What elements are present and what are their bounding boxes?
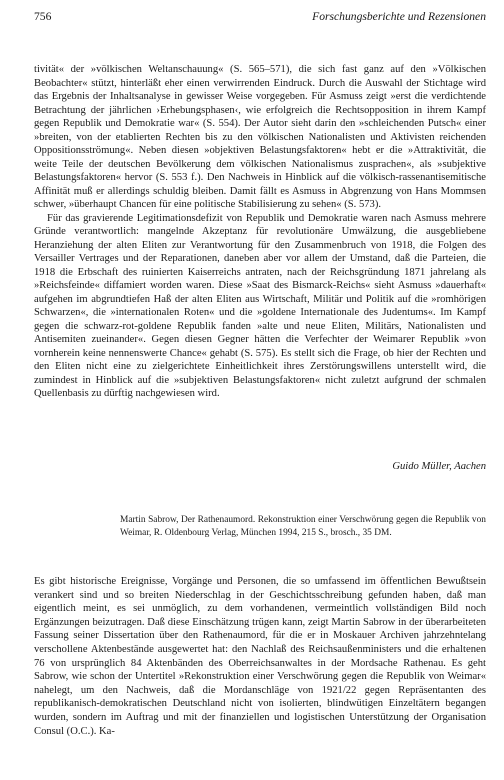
running-head: Forschungsberichte und Rezensionen [312,10,486,23]
page-header [34,10,486,26]
book-citation: Martin Sabrow, Der Rathenaumord. Rekonstruktion einer Verschwörung gegen die Republik von Weimar, R. Oldenbourg Verlag, München 1994, 215 S., brosch., 35 DM. [120,515,486,538]
review-body-2 [34,575,486,738]
body-paragraph: Für das gravierende Legitimationsdefizit von Republik und Demokratie waren nach Asmuss mehrere Gründe verantwortlich: mangelnde Akzeptanz für revolutionäre Umwälzung, die ausgebliebene Heranziehung der alten Eliten zur Verantwortung für den Zusammenbruch von 1918, die Folgen des Versailler Vertrages und der Reparationen, daneben aber vor allem der Umstand, daß die Parteien, die 1918 die Erbschaft des ruinierten Kaiserreichs antraten, nach der Reichsgründung 1871 jahrelang als »Reichsfeinde« diffamiert worden waren. Diese »Saat des Bismarck-Reichs« sieht Asmuss »dauerhaft« aufgehen im abgrundtiefen Haß der alten Eliten aus Wirtschaft, Militär und Politik auf die »romhörigen Schwarzen«, die »internationalen Roten« und die »goldene Internationale des Judentums«. Im Kampf gegen die schwarz-rot-goldene Republik fanden »alte und neue Eliten, Militärs, Nationalisten und Antisemiten zueinander«. Gegen diesen Gegner hätten die Verfechter der Weimarer Republik »von vornherein keine nennenswerte Chance« gehabt (S. 575). Es stellt sich die Frage, ob hier der Rechten und den Eliten nicht eine zu zielgerichtete Einheitlichkeit ihres Zerstörungswillens unterstellt wird, die zumindest in Hinblick auf die »subjektiven Belastungsfaktoren« nicht zuletzt aufgrund der schmalen Quellenbasis zu dürftig nachgewiesen wird. [34,212,486,399]
reviewer-signature: Guido Müller, Aachen [392,461,486,472]
body-paragraph: Es gibt historische Ereignisse, Vorgänge und Personen, die so umfassend im öffentlichen Bewußtsein verankert sind und so breiten Niederschlag in der Geschichtsschreibung gefunden haben, daß man eigentlich meint, es sei unmöglich, zu dem vorhandenen, vermeintlich vollständigen Bild noch Ergänzungen beizutragen. Daß diese Einschätzung trügen kann, zeigt Martin Sabrow in der überarbeiteten Fassung seiner Dissertation über den Rathenaumord, für die er in Moskauer Archiven jahrzehntelang verschollene Aktenbestände ausgewertet hat: den Nachlaß des Reichsaußenministers und die erhaltenen 76 von ursprünglich 84 Aktenbänden des Oberreichsanwaltes in der Mordsache Rathenau. Es geht Sabrow, wie schon der Untertitel »Rekonstruktion einer Verschwörung gegen die Republik von Weimar« nahelegt, um den Nachweis, daß die Mordanschläge von 1921/22 gegen Repräsentanten des republikanisch-demokratischen Deutschland nicht von isolierten, blindwütigen Einzeltätern begangen wurden, sondern im Auftrag und mit der finanziellen und logistischen Unterstützung der Organisation Consul (O.C.). Ka- [34,576,486,737]
page-number: 756 [34,10,52,23]
review-body-1 [34,63,486,401]
body-paragraph: tivität« der »völkischen Weltanschauung« (S. 565–571), die sich fast ganz auf den »Völkischen Beobachter« stützt, hinterläßt eher einen verwirrenden Eindruck. Durch die Auswahl der Stichtage wird das Ergebnis der Inhaltsanalyse in gewisser Weise vorgegeben. Für Asmuss zeigt »erst die verdichtende Betrachtung der jährlichen ›Erhebungsphasen‹, wie erfolgreich die Rechtsopposition in ihrem Kampf gegen Republik und Demokratie war« (S. 554). Der Autor sieht darin den »schleichenden Putsch« einer »breiten, von der etablierten Rechten bis zu den völkischen Nationalisten und Aktivisten reichenden Oppositionsströmung«. Neben diesen »objektiven Belastungsfaktoren« hebt er die »Attraktivität, die weite Teile der deutschen Bevölkerung dem völkischen Nationalismus zusprachen«, als »subjektive Belastungsfaktoren« hervor (S. 553 f.). Den Nachweis in Hinblick auf die völkisch-rassenantisemitische Affinität muß er allerdings schuldig bleiben. Damit fällt es Asmuss in Abgrenzung von Hans Mommsen schwer, »überhaupt Chancen für eine politische Stabilisierung zu sehen« (S. 573). [34,64,486,210]
